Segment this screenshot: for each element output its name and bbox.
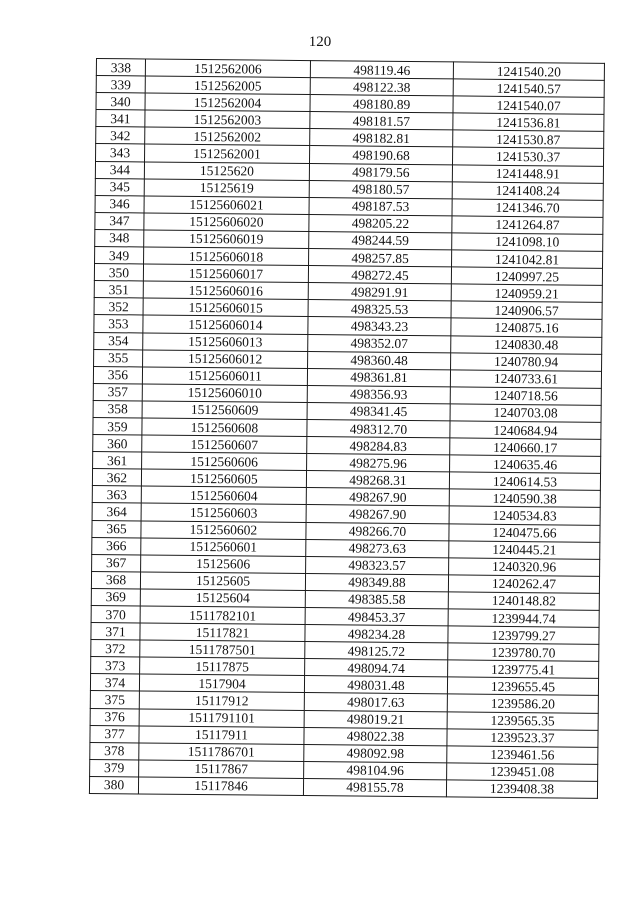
point-number-cell: 354: [94, 332, 143, 350]
x-coordinate-cell: 498325.53: [308, 300, 451, 318]
x-coordinate-cell: 498356.93: [307, 385, 450, 403]
y-coordinate-cell: 1240148.82: [448, 592, 599, 611]
x-coordinate-cell: 498291.91: [308, 283, 451, 301]
x-coordinate-cell: 498267.90: [306, 488, 449, 506]
y-coordinate-cell: 1240475.66: [449, 523, 600, 542]
point-id-cell: 15125604: [140, 589, 305, 608]
y-coordinate-cell: 1239523.37: [447, 729, 598, 748]
point-number-cell: 340: [96, 93, 145, 111]
x-coordinate-cell: 498234.28: [305, 625, 448, 643]
x-coordinate-cell: 498122.38: [310, 78, 453, 96]
y-coordinate-cell: 1239586.20: [447, 694, 598, 713]
point-id-cell: 15125620: [144, 162, 309, 181]
y-coordinate-cell: 1240997.25: [451, 267, 602, 286]
x-coordinate-cell: 498244.59: [309, 231, 452, 249]
y-coordinate-cell: 1241540.20: [453, 62, 604, 81]
point-number-cell: 361: [93, 452, 142, 470]
point-id-cell: 1512560609: [142, 401, 307, 420]
y-coordinate-cell: 1240830.48: [451, 335, 602, 354]
y-coordinate-cell: 1239565.35: [447, 711, 598, 730]
point-id-cell: 1512560603: [141, 503, 306, 522]
point-id-cell: 15125606018: [144, 247, 309, 266]
y-coordinate-cell: 1239799.27: [448, 626, 599, 645]
point-id-cell: 1512562001: [145, 144, 310, 163]
x-coordinate-cell: 498092.98: [304, 744, 447, 762]
table-body: [89, 59, 604, 799]
table-row: [89, 776, 597, 798]
point-id-cell: 15117912: [139, 691, 304, 710]
x-coordinate-cell: 498268.31: [306, 471, 449, 489]
x-coordinate-cell: 498190.68: [310, 146, 453, 164]
point-id-cell: 15125606017: [143, 264, 308, 283]
x-coordinate-cell: 498181.57: [310, 112, 453, 130]
x-coordinate-cell: 498352.07: [308, 334, 451, 352]
y-coordinate-cell: 1240320.96: [449, 558, 600, 577]
point-id-cell: 1511786701: [139, 743, 304, 762]
point-id-cell: 1512562004: [145, 93, 310, 112]
point-number-cell: 351: [94, 281, 143, 299]
point-id-cell: 1511791101: [139, 709, 304, 728]
y-coordinate-cell: 1240780.94: [451, 353, 602, 372]
point-id-cell: 15125606012: [143, 350, 308, 369]
point-number-cell: 379: [90, 759, 139, 777]
y-coordinate-cell: 1240614.53: [449, 472, 600, 491]
point-id-cell: 1512560606: [142, 452, 307, 471]
x-coordinate-cell: 498179.56: [309, 163, 452, 181]
x-coordinate-cell: 498360.48: [308, 351, 451, 369]
point-number-cell: 372: [91, 640, 140, 658]
point-number-cell: 344: [95, 161, 144, 179]
coordinates-table: [89, 58, 605, 799]
point-number-cell: 366: [92, 537, 141, 555]
point-number-cell: 346: [95, 195, 144, 213]
point-id-cell: 15125606013: [143, 332, 308, 351]
y-coordinate-cell: 1239461.56: [447, 746, 598, 765]
point-number-cell: 371: [91, 623, 140, 641]
y-coordinate-cell: 1241540.57: [453, 79, 604, 98]
x-coordinate-cell: 498017.63: [304, 693, 447, 711]
point-number-cell: 363: [92, 486, 141, 504]
point-number-cell: 338: [96, 59, 145, 77]
x-coordinate-cell: 498031.48: [304, 676, 447, 694]
x-coordinate-cell: 498453.37: [305, 608, 448, 626]
x-coordinate-cell: 498275.96: [307, 454, 450, 472]
x-coordinate-cell: 498119.46: [310, 61, 453, 79]
point-number-cell: 345: [95, 178, 144, 196]
point-number-cell: 375: [90, 691, 139, 709]
y-coordinate-cell: 1240703.08: [450, 404, 601, 423]
point-number-cell: 362: [92, 469, 141, 487]
point-number-cell: 377: [90, 725, 139, 743]
y-coordinate-cell: 1239780.70: [448, 643, 599, 662]
x-coordinate-cell: 498187.53: [309, 197, 452, 215]
point-number-cell: 347: [95, 212, 144, 230]
point-id-cell: 15125606021: [144, 196, 309, 215]
point-number-cell: 380: [89, 776, 138, 794]
point-number-cell: 355: [94, 349, 143, 367]
y-coordinate-cell: 1241448.91: [452, 164, 603, 183]
point-number-cell: 373: [91, 657, 140, 675]
point-number-cell: 356: [93, 366, 142, 384]
x-coordinate-cell: 498155.78: [303, 778, 446, 796]
point-id-cell: 1512562003: [145, 110, 310, 129]
point-id-cell: 15117875: [140, 657, 305, 676]
y-coordinate-cell: 1241530.37: [452, 147, 603, 166]
y-coordinate-cell: 1241098.10: [452, 233, 603, 252]
point-number-cell: 368: [91, 571, 140, 589]
point-number-cell: 359: [93, 417, 142, 435]
y-coordinate-cell: 1240445.21: [449, 541, 600, 560]
x-coordinate-cell: 498272.45: [308, 266, 451, 284]
y-coordinate-cell: 1241346.70: [452, 199, 603, 218]
x-coordinate-cell: 498094.74: [305, 659, 448, 677]
x-coordinate-cell: 498182.81: [310, 129, 453, 147]
point-number-cell: 360: [93, 435, 142, 453]
point-id-cell: 15125606014: [143, 315, 308, 334]
point-id-cell: 1512562005: [145, 76, 310, 95]
x-coordinate-cell: 498323.57: [306, 556, 449, 574]
point-id-cell: 15125606010: [142, 384, 307, 403]
point-id-cell: 15125606: [141, 555, 306, 574]
point-id-cell: 15125606019: [144, 230, 309, 249]
y-coordinate-cell: 1241408.24: [452, 182, 603, 201]
point-id-cell: 15117867: [139, 760, 304, 779]
x-coordinate-cell: 498312.70: [307, 420, 450, 438]
point-id-cell: 1512560602: [141, 520, 306, 539]
point-number-cell: 349: [95, 247, 144, 265]
point-number-cell: 367: [92, 554, 141, 572]
x-coordinate-cell: 498349.88: [305, 573, 448, 591]
point-number-cell: 374: [90, 674, 139, 692]
y-coordinate-cell: 1239655.45: [447, 677, 598, 696]
point-id-cell: 1511782101: [140, 606, 305, 625]
y-coordinate-cell: 1240733.61: [450, 370, 601, 389]
point-id-cell: 1512562002: [145, 127, 310, 146]
y-coordinate-cell: 1239775.41: [448, 660, 599, 679]
point-id-cell: 15125606016: [143, 281, 308, 300]
y-coordinate-cell: 1241530.87: [453, 130, 604, 149]
point-number-cell: 342: [96, 127, 145, 145]
point-id-cell: 1512560604: [141, 486, 306, 505]
point-number-cell: 369: [91, 588, 140, 606]
x-coordinate-cell: 498361.81: [307, 368, 450, 386]
point-number-cell: 376: [90, 708, 139, 726]
y-coordinate-cell: 1241264.87: [452, 216, 603, 235]
y-coordinate-cell: 1240959.21: [451, 284, 602, 303]
point-id-cell: 15125606011: [142, 367, 307, 386]
point-number-cell: 370: [91, 605, 140, 623]
y-coordinate-cell: 1240262.47: [448, 575, 599, 594]
x-coordinate-cell: 498267.90: [306, 505, 449, 523]
x-coordinate-cell: 498284.83: [307, 437, 450, 455]
page-number: 120: [308, 34, 332, 50]
coordinates-table-container: [89, 58, 600, 799]
x-coordinate-cell: 498104.96: [304, 761, 447, 779]
point-id-cell: 1512560608: [142, 418, 307, 437]
x-coordinate-cell: 498022.38: [304, 727, 447, 745]
point-id-cell: 15125606020: [144, 213, 309, 232]
point-id-cell: 15117821: [140, 623, 305, 642]
point-number-cell: 365: [92, 520, 141, 538]
point-id-cell: 15117911: [139, 726, 304, 745]
x-coordinate-cell: 498385.58: [305, 590, 448, 608]
y-coordinate-cell: 1240906.57: [451, 301, 602, 320]
x-coordinate-cell: 498205.22: [309, 214, 452, 232]
x-coordinate-cell: 498180.57: [309, 180, 452, 198]
x-coordinate-cell: 498341.45: [307, 402, 450, 420]
y-coordinate-cell: 1240718.56: [450, 387, 601, 406]
y-coordinate-cell: 1240534.83: [449, 506, 600, 525]
x-coordinate-cell: 498125.72: [305, 642, 448, 660]
point-number-cell: 364: [92, 503, 141, 521]
x-coordinate-cell: 498266.70: [306, 522, 449, 540]
x-coordinate-cell: 498180.89: [310, 95, 453, 113]
point-number-cell: 352: [94, 298, 143, 316]
y-coordinate-cell: 1241536.81: [453, 113, 604, 132]
y-coordinate-cell: 1240635.46: [450, 455, 601, 474]
y-coordinate-cell: 1240590.38: [449, 489, 600, 508]
point-id-cell: 1512560607: [142, 435, 307, 454]
point-id-cell: 1512560601: [141, 538, 306, 557]
x-coordinate-cell: 498019.21: [304, 710, 447, 728]
point-number-cell: 353: [94, 315, 143, 333]
point-number-cell: 350: [94, 264, 143, 282]
y-coordinate-cell: 1240684.94: [450, 421, 601, 440]
point-number-cell: 343: [96, 144, 145, 162]
y-coordinate-cell: 1240875.16: [451, 318, 602, 337]
y-coordinate-cell: 1239944.74: [448, 609, 599, 628]
y-coordinate-cell: 1241540.07: [453, 96, 604, 115]
point-id-cell: 1512562006: [145, 59, 310, 78]
point-id-cell: 15117846: [138, 777, 303, 796]
point-id-cell: 15125619: [144, 179, 309, 198]
point-number-cell: 348: [95, 229, 144, 247]
point-number-cell: 357: [93, 383, 142, 401]
y-coordinate-cell: 1239408.38: [446, 780, 597, 799]
point-number-cell: 358: [93, 400, 142, 418]
point-id-cell: 15125606015: [143, 298, 308, 317]
point-id-cell: 1517904: [139, 674, 304, 693]
point-id-cell: 1512560605: [141, 469, 306, 488]
point-number-cell: 378: [90, 742, 139, 760]
point-number-cell: 341: [96, 110, 145, 128]
y-coordinate-cell: 1239451.08: [447, 763, 598, 782]
x-coordinate-cell: 498273.63: [306, 539, 449, 557]
y-coordinate-cell: 1240660.17: [450, 438, 601, 457]
y-coordinate-cell: 1241042.81: [452, 250, 603, 269]
point-id-cell: 15125605: [140, 572, 305, 591]
x-coordinate-cell: 498257.85: [309, 249, 452, 267]
point-number-cell: 339: [96, 76, 145, 94]
point-id-cell: 1511787501: [140, 640, 305, 659]
x-coordinate-cell: 498343.23: [308, 317, 451, 335]
